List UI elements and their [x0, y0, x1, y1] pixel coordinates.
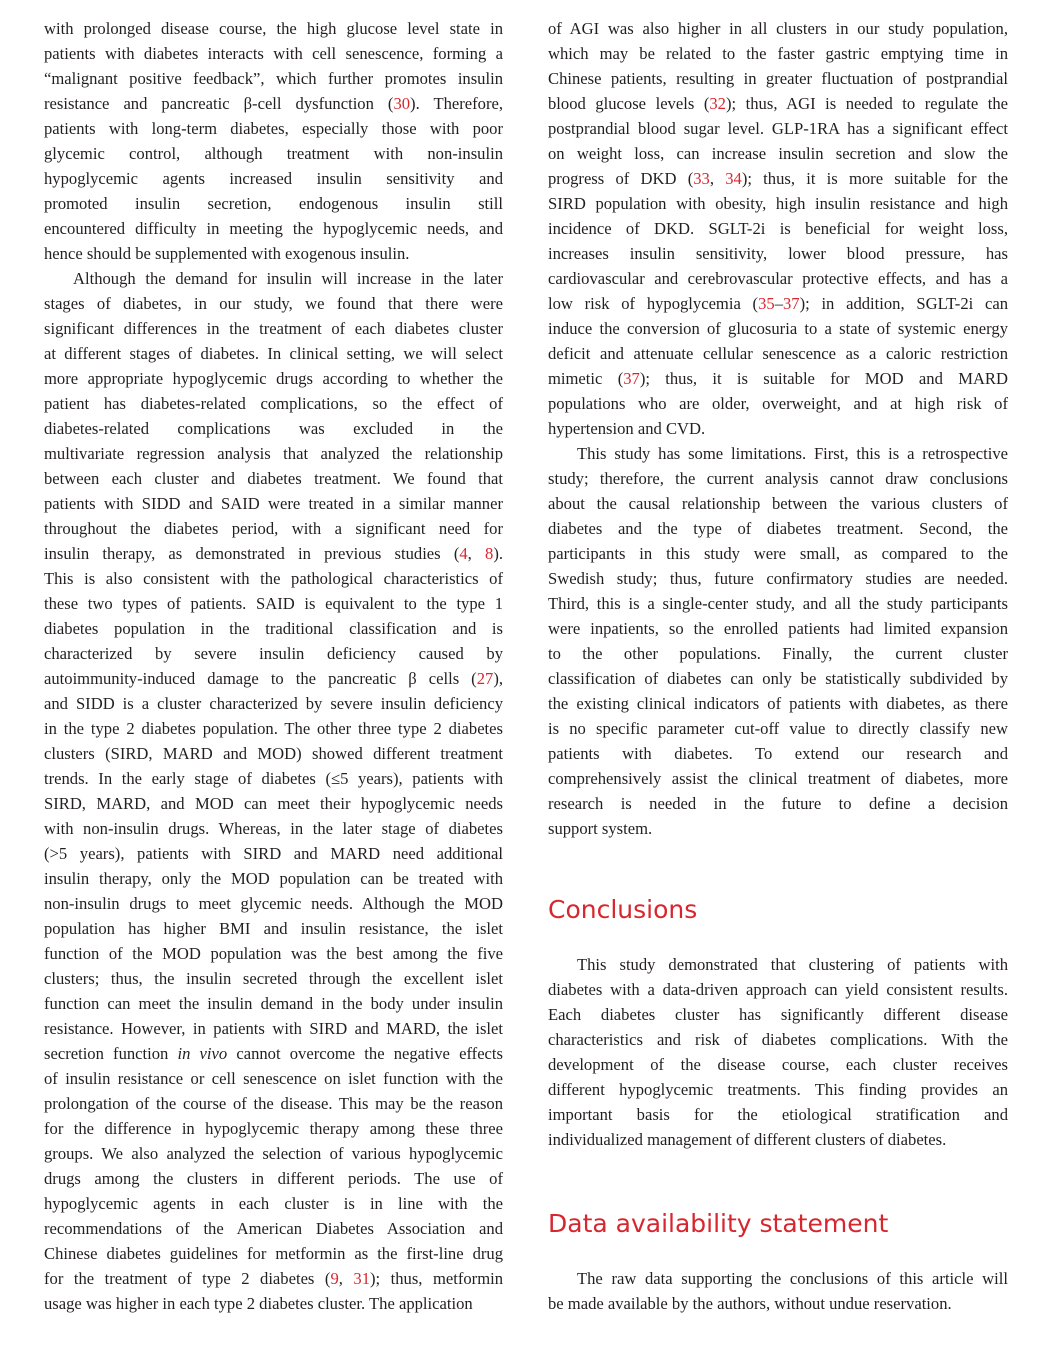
text-line: Chinese diabetes guidelines for metformin as the first-line drug — [44, 1244, 503, 1263]
data-availability-body — [548, 1266, 1008, 1316]
text-line: patients with diabetes interacts with cell senescence, forming a — [44, 44, 503, 63]
text-line: Third, this is a single-center study, and all the study participants — [548, 594, 1008, 613]
italic-text: in vivo — [177, 1044, 228, 1063]
text-line: trends. In the early stage of diabetes (≤5 years), patients with — [44, 769, 503, 788]
text-line: research is needed in the future to define a decision — [548, 794, 1008, 813]
text-line: which may be related to the faster gastric emptying time in — [548, 44, 1008, 63]
text-line: This is also consistent with the pathological characteristics of — [44, 569, 503, 588]
text-line: This study demonstrated that clustering of patients with — [577, 955, 1008, 974]
text-line: blood glucose levels (32); thus, AGI is needed to regulate the — [548, 94, 1008, 113]
text-line: diabetes and the type of diabetes treatment. Second, the — [548, 519, 1008, 538]
text-line: prolongation of the course of the disease. This may be the reason — [44, 1094, 503, 1113]
text-line: “malignant positive feedback”, which further promotes insulin — [44, 69, 503, 88]
text-line: development of the disease course, each cluster receives — [548, 1055, 1008, 1074]
citation-link[interactable]: 30 — [393, 94, 411, 113]
text-line: throughout the diabetes period, with a significant need for — [44, 519, 503, 538]
text-line: diabetes population in the traditional classification and is — [44, 619, 503, 638]
text-line: in the type 2 diabetes population. The other three type 2 diabetes — [44, 719, 503, 738]
text-line: drugs among the clusters in different periods. The use of — [44, 1169, 503, 1188]
citation-link[interactable]: 35 — [758, 294, 775, 313]
text-line: The raw data supporting the conclusions of this article will — [577, 1269, 1008, 1288]
text-line: SIRD population with obesity, high insulin resistance and high — [548, 194, 1008, 213]
citation-link[interactable]: 8 — [485, 544, 494, 563]
text-line: resistance. However, in patients with SIRD and MARD, the islet — [44, 1019, 503, 1038]
text-line: patients with SIDD and SAID were treated in a similar manner — [44, 494, 503, 513]
text-line: function can meet the insulin demand in the body under insulin — [44, 994, 503, 1013]
text-line: characteristics and risk of diabetes complications. With the — [548, 1030, 1008, 1049]
text-line: Swedish study; thus, future confirmatory studies are needed. — [548, 569, 1008, 588]
text-line: to the other populations. Finally, the current cluster — [548, 644, 1008, 663]
text-line: on weight loss, can increase insulin secretion and slow the — [548, 144, 1008, 163]
text-line: patients with diabetes. To extend our research and — [548, 744, 1008, 763]
text-line: stages of diabetes, in our study, we found that there were — [44, 294, 503, 313]
text-line: between each cluster and diabetes treatment. We found that — [44, 469, 503, 488]
citation-link[interactable]: 4 — [459, 544, 468, 563]
text-line: Although the demand for insulin will increase in the later — [73, 269, 503, 288]
text-line: about the causal relationship between the various clusters of — [548, 494, 1008, 513]
text-line: This study has some limitations. First, this is a retrospective — [577, 444, 1008, 463]
text-line: population has higher BMI and insulin resistance, the islet — [44, 919, 503, 938]
text-line: the existing clinical indicators of patients with diabetes, as there — [548, 694, 1008, 713]
text-line: non-insulin drugs to meet glycemic needs. Although the MOD — [44, 894, 503, 913]
text-line: more appropriate hypoglycemic drugs according to whether the — [44, 369, 503, 388]
text-line: important basis for the etiological stratification and — [548, 1105, 1008, 1124]
conclusions-body — [548, 952, 1008, 1152]
text-line: these two types of patients. SAID is equivalent to the type 1 — [44, 594, 503, 613]
text-line: is no specific parameter cut-off value to directly classify new — [548, 719, 1008, 738]
text-line: mimetic (37); thus, it is suitable for MOD and MARD — [548, 369, 1008, 388]
text-line: patients with long-term diabetes, especially those with poor — [44, 119, 503, 138]
conclusions-heading: Conclusions — [548, 895, 698, 924]
text-line: induce the conversion of glucosuria to a state of systemic energy — [548, 319, 1008, 338]
text-line: Each diabetes cluster has significantly different disease — [548, 1005, 1008, 1024]
text-line: at different stages of diabetes. In clinical setting, we will select — [44, 344, 503, 363]
data-availability-heading: Data availability statement — [548, 1209, 889, 1238]
text-line: low risk of hypoglycemia (35–37); in addition, SGLT-2i can — [548, 294, 1008, 313]
text-line: support system. — [548, 819, 653, 838]
text-line: different hypoglycemic treatments. This finding provides an — [548, 1080, 1008, 1099]
text-line: function of the MOD population was the best among the five — [44, 944, 503, 963]
text-line: patient has diabetes-related complications, so the effect of — [44, 394, 503, 413]
text-line: groups. We also analyzed the selection of various hypoglycemic — [44, 1144, 503, 1163]
text-line: classification of diabetes can only be statistically subdivided by — [548, 669, 1008, 688]
text-line: characterized by severe insulin deficiency caused by — [44, 644, 503, 663]
text-line: for the difference in hypoglycemic therapy among these three — [44, 1119, 503, 1138]
text-line: were inpatients, so the enrolled patients had limited expansion — [548, 619, 1008, 638]
citation-link[interactable]: 32 — [709, 94, 726, 113]
text-line: usage was higher in each type 2 diabetes cluster. The application — [44, 1294, 473, 1313]
text-line: recommendations of the American Diabetes Association and — [44, 1219, 503, 1238]
text-line: participants in this study were small, as compared to the — [548, 544, 1008, 563]
left-text-column — [44, 16, 503, 1316]
citation-link[interactable]: 27 — [476, 669, 494, 688]
text-line: secretion function in vivo cannot overcome the negative effects — [44, 1044, 503, 1063]
text-line: of AGI was also higher in all clusters in our study population, — [548, 19, 1008, 38]
text-line: diabetes with a data-driven approach can yield consistent results. — [548, 980, 1008, 999]
text-line: increases insulin sensitivity, lower blood pressure, has — [548, 244, 1008, 263]
text-line: with non-insulin drugs. Whereas, in the later stage of diabetes — [44, 819, 503, 838]
text-line: significant differences in the treatment of each diabetes cluster — [44, 319, 503, 338]
text-line: cardiovascular and cerebrovascular protective effects, and has a — [548, 269, 1008, 288]
text-line: deficit and attenuate cellular senescence as a caloric restriction — [548, 344, 1008, 363]
citation-link[interactable]: 37 — [623, 369, 640, 388]
text-line: comprehensively assist the clinical treatment of diabetes, more — [548, 769, 1008, 788]
text-line: glycemic control, although treatment with non-insulin — [44, 144, 503, 163]
text-line: insulin therapy, as demonstrated in previous studies (4, 8). — [44, 544, 504, 563]
text-line: Chinese patients, resulting in greater fluctuation of postprandial — [548, 69, 1008, 88]
text-line: individualized management of different clusters of diabetes. — [548, 1130, 947, 1149]
text-line: clusters (SIRD, MARD and MOD) showed different treatment — [44, 744, 503, 763]
text-line: be made available by the authors, without undue reservation. — [548, 1294, 952, 1313]
citation-link[interactable]: 34 — [725, 169, 742, 188]
citation-link[interactable]: 33 — [693, 169, 710, 188]
text-line: encountered difficulty in meeting the hypoglycemic needs, and — [44, 219, 503, 238]
text-line: with prolonged disease course, the high glucose level state in — [44, 19, 503, 38]
text-line: hypoglycemic agents increased insulin sensitivity and — [44, 169, 503, 188]
text-line: multivariate regression analysis that analyzed the relationship — [44, 444, 503, 463]
text-line: SIRD, MARD, and MOD can meet their hypoglycemic needs — [44, 794, 503, 813]
text-line: postprandial blood sugar level. GLP-1RA has a significant effect — [548, 119, 1008, 138]
text-line: incidence of DKD. SGLT-2i is beneficial for weight loss, — [548, 219, 1008, 238]
text-line: (>5 years), patients with SIRD and MARD need additional — [44, 844, 503, 863]
text-line: hypoglycemic agents in each cluster is in line with the — [44, 1194, 503, 1213]
text-line: autoimmunity-induced damage to the pancreatic β cells (27), — [44, 669, 503, 688]
text-line: insulin therapy, only the MOD population can be treated with — [44, 869, 503, 888]
text-line: for the treatment of type 2 diabetes (9, 31); thus, metformin — [44, 1269, 504, 1288]
text-line: hypertension and CVD. — [548, 419, 706, 438]
text-line: clusters; thus, the insulin secreted through the excellent islet — [44, 969, 503, 988]
text-line: study; therefore, the current analysis cannot draw conclusions — [548, 469, 1008, 488]
citation-link[interactable]: 9 — [330, 1269, 339, 1288]
text-line: of insulin resistance or cell senescence on islet function with the — [44, 1069, 503, 1088]
text-line: progress of DKD (33, 34); thus, it is more suitable for the — [548, 169, 1009, 188]
citation-link[interactable]: 37 — [782, 294, 800, 313]
text-line: resistance and pancreatic β-cell dysfunction (30). Therefore, — [44, 94, 503, 113]
citation-link[interactable]: 31 — [353, 1269, 370, 1288]
text-line: promoted insulin secretion, endogenous insulin still — [44, 194, 503, 213]
right-text-column — [548, 16, 1008, 841]
text-line: populations who are older, overweight, and at high risk of — [548, 394, 1008, 413]
text-line: hence should be supplemented with exogenous insulin. — [44, 244, 410, 263]
text-line: and SIDD is a cluster characterized by severe insulin deficiency — [44, 694, 503, 713]
text-line: diabetes-related complications was excluded in the — [44, 419, 503, 438]
